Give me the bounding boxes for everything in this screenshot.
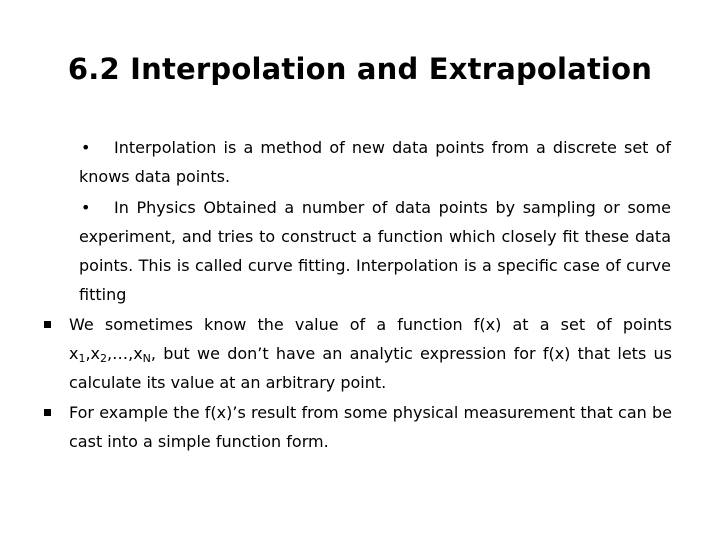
bullet-curve-fitting: • In Physics Obtained a number of data points by sampling or some experiment, and tries to construct a function which closely fit these data points. This is called curve fitting. Interpolation is a specific case of curve fitting <box>79 198 671 304</box>
bullet-interpolation-definition: • Interpolation is a method of new data points from a discrete set of knows data points. <box>79 138 671 186</box>
square-bullet-example <box>40 398 672 456</box>
square-bullet-icon <box>44 321 51 328</box>
bullet-text: In Physics Obtained a number of data points by sampling or some experiment, and tries to construct a function which closely fit these data points. This is called curve fitting. Interpolation is a specific case of curve fitting <box>79 198 671 304</box>
slide-title: 6.2 Interpolation and Extrapolation <box>67 52 653 86</box>
square-bullet-function-values <box>40 310 672 397</box>
square-bullet-text: For example the f(x)’s result from some physical measurement that can be cast into a simple function form. <box>69 403 672 451</box>
bullet-text: Interpolation is a method of new data points from a discrete set of knows data points. <box>79 138 671 186</box>
square-bullet-icon <box>44 409 51 416</box>
square-bullet-text: We sometimes know the value of a function f(x) at a set of points $x_1,x_2,\dots,x_N$, but we don’t have an analytic expression for f(x) that lets us calculate its value at an arbitrary point. <box>69 315 672 392</box>
